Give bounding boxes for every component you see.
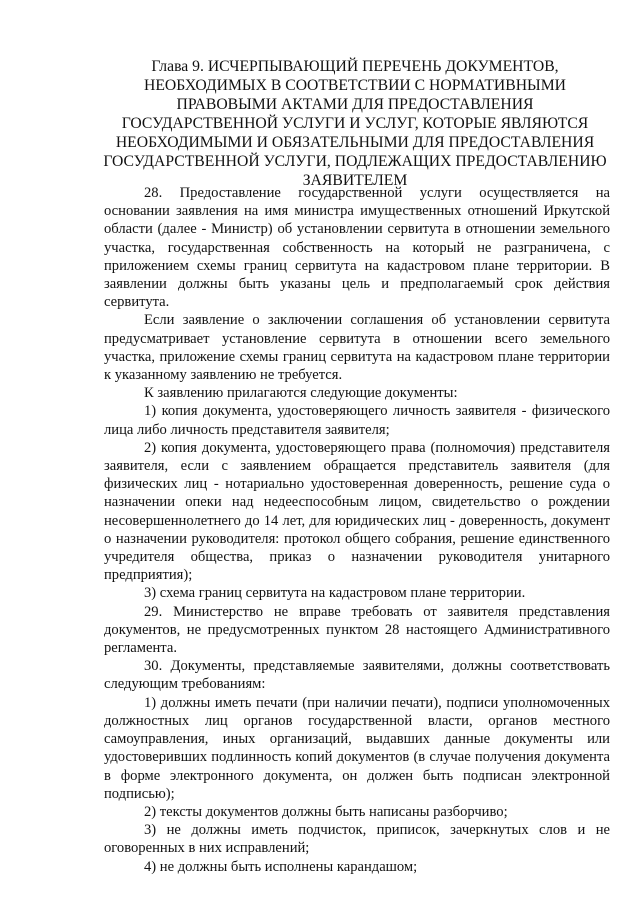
requirement-item-1: 1) должны иметь печати (при наличии печати), подписи уполномоченных должностных лиц органов государственной власти, органов местного самоуправления, иных организаций, выдавших данные документы или удостоверивших подлинность копий документов (в случае получения документа в форме электронного документа, он должен быть подписан электронной подписью); (104, 694, 610, 802)
chapter-heading: Глава 9. ИСЧЕРПЫВАЮЩИЙ ПЕРЕЧЕНЬ ДОКУМЕНТОВ, НЕОБХОДИМЫХ В СООТВЕТСТВИИ С НОРМАТИВНЫМИ ПРАВОВЫМИ АКТАМИ ДЛЯ ПРЕДОСТАВЛЕНИЯ ГОСУДАРСТВЕННОЙ УСЛУГИ И УСЛУГ, КОТОРЫЕ ЯВЛЯЮТСЯ НЕОБХОДИМЫМИ И ОБЯЗАТЕЛЬНЫМИ ДЛЯ ПРЕДОСТАВЛЕНИЯ ГОСУДАРСТВЕННОЙ УСЛУГИ, ПОДЛЕЖАЩИХ ПРЕДОСТАВЛЕНИЮ ЗАЯВИТЕЛЕМ (103, 58, 607, 189)
paragraph-whole-plot: Если заявление о заключении соглашения об установлении сервитута предусматривает установление сервитута в отношении всего земельного участка, приложение схемы границ сервитута на кадастровом плане территории к указанному заявлению не требуется. (104, 312, 610, 384)
paragraph-30: 30. Документы, представляемые заявителями, должны соответствовать следующим требованиям: (104, 658, 610, 693)
paragraph-attachments-intro: К заявлению прилагаются следующие документы: (144, 385, 458, 402)
document-body (104, 184, 610, 876)
requirement-item-3: 3) не должны иметь подчисток, приписок, зачеркнутых слов и не оговоренных в них исправлений; (104, 822, 610, 857)
list-item-2: 2) копия документа, удостоверяющего права (полномочия) представителя заявителя, если с заявлением обращается представитель заявителя (для физических лиц - нотариально удостоверенная доверенность, решение суда о назначении опеки над недееспособным лицом, свидетельство о рождении несовершеннолетнего до 14 лет, для юридических лиц - доверенность, документ о назначении руководителя: протокол общего собрания, решение единственного учредителя общества, приказ о назначении руководителя унитарного предприятия); (104, 439, 610, 584)
list-item-3: 3) схема границ сервитута на кадастровом плане территории. (144, 585, 526, 602)
requirement-item-2: 2) тексты документов должны быть написаны разборчиво; (144, 803, 508, 820)
paragraph-28: 28. Предоставление государственной услуги осуществляется на основании заявления на имя министра имущественных отношений Иркутской области (далее - Министр) об установлении сервитута в отношении земельного участка, государственная собственность на который не разграничена, с приложением схемы границ сервитута на кадастровом плане территории. В заявлении должны быть указаны цель и предполагаемый срок действия сервитута. (104, 185, 610, 311)
requirement-item-4: 4) не должны быть исполнены карандашом; (144, 858, 418, 875)
list-item-1: 1) копия документа, удостоверяющего личность заявителя - физического лица либо личность представителя заявителя; (104, 403, 610, 438)
paragraph-29: 29. Министерство не вправе требовать от заявителя представления документов, не предусмотренных пунктом 28 настоящего Административного регламента. (104, 603, 610, 657)
